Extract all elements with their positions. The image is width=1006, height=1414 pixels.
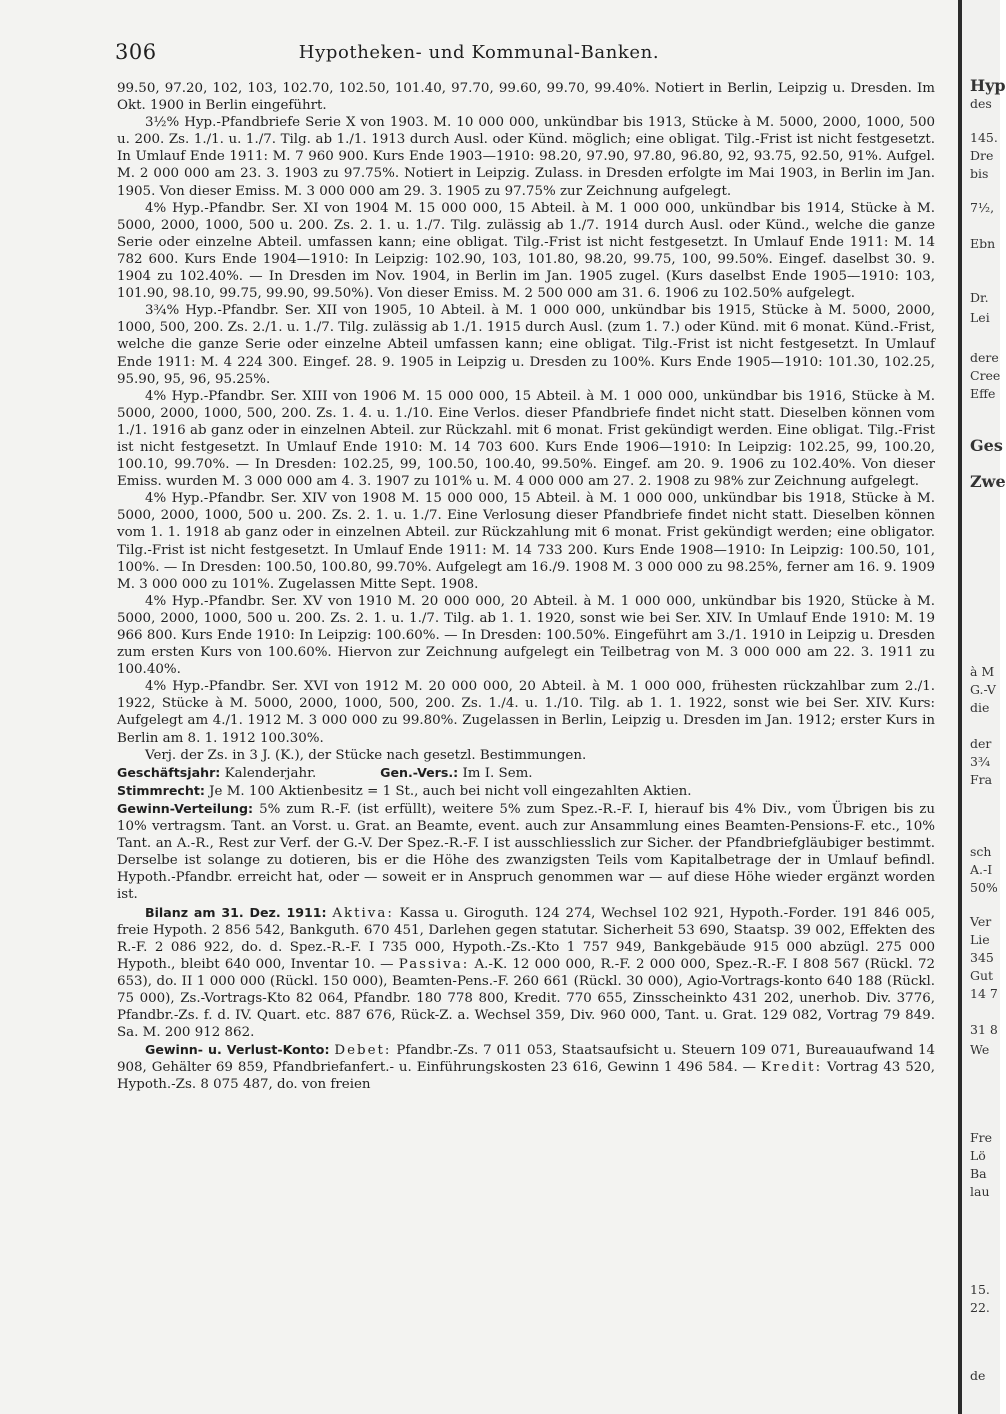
fragment: lau	[970, 1184, 990, 1199]
fragment: Gut	[970, 968, 994, 983]
fragment: der	[970, 736, 992, 751]
label-gen-vers: Gen.-Vers.:	[380, 764, 459, 780]
paragraph-gewinn-verlust	[117, 1041, 935, 1093]
fragment: sch	[970, 844, 992, 859]
fragment: bis	[970, 166, 989, 181]
fragment: 31 8	[970, 1022, 998, 1037]
paragraph-serie-xvi: 4% Hyp.-Pfandbr. Ser. XVI von 1912 M. 20 000 000, 20 Abteil. à M. 1 000 000, frühesten rückzahlbar zum 2./1. 1922, Stücke à M. 5000, 2000, 1000, 500, 200. Zs. 1./4. u. 1./10. Tilg. ab 1. 1. 1922, sonst wie bei Ser. XIV. Kurs: Aufgelegt am 4./1. 1912 M. 3 000 000 zu 99.80%. Zugelassen in Berlin, Leipzig u. Dresden im Jan. 1912; erster Kurs in Berlin am 8. 1. 1912 100.30%.	[117, 679, 935, 746]
fragment: Dr.	[970, 290, 989, 305]
fragment: A.-I	[970, 862, 993, 877]
label-geschaeftsjahr: Geschäftsjahr:	[117, 764, 221, 780]
paragraph-serie-xv: 4% Hyp.-Pfandbr. Ser. XV von 1910 M. 20 000 000, 20 Abteil. à M. 1 000 000, unkündbar bis 1920, Stücke à M. 5000, 2000, 1000, 500 u. 200. Zs. 2. 1. u. 1./7. Tilg. ab 1. 1. 1920, sonst wie bei Ser. XIV. In Umlauf Ende 1910: M. 19 966 800. Kurs Ende 1910: In Leipzig: 100.60%. — In Dresden: 100.50%. Eingeführt am 3./1. 1910 in Leipzig u. Dresden zum ersten Kurs von 100.60%. Hiervon zur Zeichnung aufgelegt ein Teilbetrag von M. 3 000 000 am 22. 3. 1911 zu 100.40%.	[117, 593, 935, 678]
adjacent-page-edge	[962, 0, 1006, 1414]
paragraph-serie-xiii: 4% Hyp.-Pfandbr. Ser. XIII von 1906 M. 15 000 000, 15 Abteil. à M. 1 000 000, unkündbar bis 1916, Stücke à M. 5000, 2000, 1000, 500, 200. Zs. 1. 4. u. 1./10. Eine Verlos. dieser Pfandbriefe findet nicht statt. Dieselben können vom 1./1. 1916 ab ganz oder in einzelnen Abteil. zur Rückzahl. mit 6 monat. Frist gekündigt werden. Eine obligat. Tilg.-Frist ist nicht festgesetzt. In Umlauf Ende 1910: M. 14 703 600. Kurs Ende 1906—1910: In Leipzig: 102.25, 99, 100.20, 100.10, 99.70%. — In Dresden: 102.25, 99, 100.50, 100.40, 99.50%. Eingef. am 20. 9. 1906 zu 102.40%. Von dieser Emiss. wurden M. 3 000 000 am 4. 3. 1907 zu 101% u. M. 4 000 000 am 27. 2. 1908 zu 98% zur Zeichnung aufgelegt.	[117, 388, 935, 490]
fragment: Dre	[970, 148, 994, 163]
paragraph-stimmrecht	[117, 782, 935, 800]
fragment: 50%	[970, 880, 998, 895]
fragment: Fra	[970, 772, 993, 787]
fragment: 145.	[970, 130, 998, 145]
fragment: dere	[970, 350, 999, 365]
page-number: 306	[115, 40, 157, 64]
page-header	[0, 40, 958, 74]
paragraph-verjaehrung: Verj. der Zs. in 3 J. (K.), der Stücke nach gesetzl. Bestimmungen.	[145, 747, 587, 763]
fragment: Zwe	[970, 472, 1006, 491]
fragment: 14 7	[970, 986, 998, 1001]
fragment: 7½,	[970, 200, 995, 215]
text-aktiva: Kassa u. Giroguth. 124 274, Wechsel 102 921, Hypoth.-Forder. 191 846 005, freie Hypoth. 2 856 542, Bankguth. 670 451, Darlehen gegen statutar. Sicherheit 53 690, Staatsp. 39 002, Effekten des R.-F. 2 086 922, do. d. Spez.-R.-F. I 735 000, Hypoth.-Zs.-Kto 1 757 949, Bankgebäude 915 000 abzügl. 275 000 Hypoth., bleibt 640 000, Inventar 10. —	[117, 905, 935, 972]
value-gen-vers: Im I. Sem.	[462, 765, 533, 781]
fragment: des	[970, 96, 992, 111]
text-debet: Pfandbr.-Zs. 7 011 053, Staatsaufsicht u. Steuern 109 071, Bureauaufwand 14 908, Gehälter 69 859, Pfandbriefanfert.- u. Einführungskosten 23 616, Gewinn 1 496 584. —	[117, 1043, 935, 1076]
paragraph-bilanz	[117, 904, 935, 1042]
paragraph-serie-xiv: 4% Hyp.-Pfandbr. Ser. XIV von 1908 M. 15 000 000, 15 Abteil. à M. 1 000 000, unkündbar bis 1918, Stücke à M. 5000, 2000, 1000, 500 u. 200. Zs. 2. 1. u. 1./7. Eine Verlosung dieser Pfandbriefe findet nicht statt. Dieselben können vom 1. 1. 1918 ab ganz oder in einzelnen Abteil. zur Rückzahlung mit 6 monat. Frist gekündigt werden; eine obligator. Tilg.-Frist ist nicht festgesetzt. In Umlauf Ende 1911: M. 14 733 200. Kurs Ende 1908—1910: In Leipzig: 100.50, 101, 100%. — In Dresden: 100.50, 100.80, 99.70%. Aufgelegt am 16./9. 1908 M. 3 000 000 zu 98.25%, ferner am 16. 9. 1909 M. 3 000 000 zu 101%. Zugelassen Mitte Sept. 1908.	[117, 491, 935, 592]
text-gewinn-verteilung: 5% zum R.-F. (ist erfüllt), weitere 5% zum Spez.-R.-F. I, hierauf bis 4% Div., vom Übrigen bis zu 10% vertragsm. Tant. an Vorst. u. Grat. an Beamte, event. auch zur Ansammlung eines Beamten-Pensions-F. etc., 10% Tant. an A.-R., Rest zur Verf. der G.-V. Der Spez.-R.-F. I ist ausschliesslich zur Sicher. der Pfandbriefgläubiger bestimmt. Derselbe ist solange zu dotieren, bis er die Höhe des zwanzigsten Teils vom Kapitalbetrage der in Umlauf befindl. Hypoth.-Pfandbr. erreicht hat, oder — soweit er in Anspruch genommen war — auf diese Höhe wieder ergänzt worden ist.	[117, 801, 935, 903]
label-stimmrecht: Stimmrecht:	[117, 782, 205, 798]
paragraph-kurse: 99.50, 97.20, 102, 103, 102.70, 102.50, 101.40, 97.70, 99.60, 99.70, 99.40%. Notiert in Berlin, Leipzig u. Dresden. Im Okt. 1900 in Berlin eingeführt.	[117, 81, 935, 114]
fragment: 15.	[970, 1282, 990, 1297]
running-title: Hypotheken- und Kommunal-Banken.	[298, 42, 660, 63]
fragment: 345	[970, 950, 994, 965]
fragment: We	[970, 1042, 990, 1057]
fragment: à M	[970, 664, 995, 679]
text-stimmrecht: Je M. 100 Aktienbesitz = 1 St., auch bei nicht voll eingezahlten Aktien.	[209, 783, 692, 799]
label-gewinn-verteilung: Gewinn-Verteilung:	[117, 800, 254, 816]
label-kredit: Kredit:	[761, 1060, 823, 1076]
label-passiva: Passiva:	[398, 956, 470, 972]
fragment: Effe	[970, 386, 996, 401]
fragment: die	[970, 700, 990, 715]
fragment: 3¾	[970, 754, 991, 769]
paragraph-gewinn-verteilung	[117, 800, 935, 904]
fragment: 22.	[970, 1300, 990, 1315]
text-passiva: A.-K. 12 000 000, R.-F. 2 000 000, Spez.-R.-F. I 808 567 (Rückl. 72 653), do. II 1 000 000 (Rückl. 150 000), Beamten-Pens.-F. 260 661 (Rückl. 30 000), Agio-Vortrags-konto 640 188 (Rückl. 75 000), Zs.-Vortrags-Kto 82 064, Pfandbr. 180 778 800, Kredit. 770 655, Zinsscheinkto 431 202, unerhob. Div. 3776, Pfandbr.-Zs. f. d. IV. Quart. etc. 887 676, Rück-Z. a. Wechsel 359, Div. 960 000, Tant. u. Grat. 129 082, Vortrag 79 849. Sa. M. 200 912 862.	[117, 956, 935, 1041]
fragment: Lei	[970, 310, 990, 325]
paragraph-serie-xii: 3¾% Hyp.-Pfandbr. Ser. XII von 1905, 10 Abteil. à M. 1 000 000, unkündbar bis 1915, Stücke à M. 5000, 2000, 1000, 500, 200. Zs. 2./1. u. 1./7. Tilg. zulässig ab 1./1. 1915 durch Ausl. (zum 1. 7.) oder Künd. mit 6 monat. Künd.-Frist, welche die ganze Serie oder einzelne Abteil umfassen kann; eine obligat. Tilg.-Frist ist nicht festgesetzt. In Umlauf Ende 1911: M. 4 224 300. Eingef. 28. 9. 1905 in Leipzig u. Dresden zu 100%. Kurs Ende 1905—1910: 101.30, 102.25, 95.90, 95, 96, 95.25%.	[117, 303, 935, 387]
fragment: Ebn	[970, 236, 996, 251]
label-bilanz: Bilanz am 31. Dez. 1911:	[145, 904, 327, 920]
fragment: Fre	[970, 1130, 993, 1145]
fragment: G.-V	[970, 682, 996, 697]
fragment: Ges	[970, 436, 1003, 455]
fragment: Hyp	[970, 76, 1006, 95]
text-kredit: Vortrag 43 520, Hypoth.-Zs. 8 075 487, do. von freien	[117, 1060, 936, 1093]
label-debet: Debet:	[334, 1043, 392, 1059]
fragment: Lie	[970, 932, 990, 947]
fragment: Ver	[970, 914, 992, 929]
fragment: Cree	[970, 368, 1001, 383]
main-text	[117, 80, 935, 1094]
fragment: Ba	[970, 1166, 987, 1181]
label-gewinn-verlust: Gewinn- u. Verlust-Konto:	[145, 1042, 330, 1058]
paragraph-serie-xi: 4% Hyp.-Pfandbr. Ser. XI von 1904 M. 15 000 000, 15 Abteil. à M. 1 000 000, unkündbar bis 1914, Stücke à M. 5000, 2000, 1000, 500 u. 200. Zs. 2. 1. u. 1./7. Tilg. zulässig ab 1./7. 1914 durch Ausl. oder Künd., welche die ganze Serie oder einzelne Abteil. umfassen kann; eine obligat. Tilg.-Frist ist nicht festgesetzt. In Umlauf Ende 1911: M. 14 782 600. Kurs Ende 1904—1910: In Leipzig: 102.90, 103, 101.80, 98.20, 99.75, 100, 99.50%. Eingef. daselbst 30. 9. 1904 zu 102.40%. — In Dresden im Nov. 1904, in Berlin im Jan. 1905 zugel. (Kurs daselbst Ende 1905—1910: 103, 101.90, 98.10, 99.75, 99.90, 99.50%). Von dieser Emiss. M. 2 500 000 am 31. 6. 1906 zu 102.50% aufgelegt.	[117, 200, 935, 302]
label-aktiva: Aktiva:	[332, 905, 394, 921]
paragraph-geschaeftsjahr	[117, 764, 935, 782]
fragment: Lö	[970, 1148, 986, 1163]
value-geschaeftsjahr: Kalenderjahr.	[224, 765, 317, 781]
fragment: de	[970, 1368, 986, 1383]
paragraph-serie-x: 3½% Hyp.-Pfandbriefe Serie X von 1903. M. 10 000 000, unkündbar bis 1913, Stücke à M. 5000, 2000, 1000, 500 u. 200. Zs. 1./1. u. 1./7. Tilg. ab 1./1. 1913 durch Ausl. oder Künd. möglich; eine obligat. Tilg.-Frist ist nicht festgesetzt. In Umlauf Ende 1911: M. 7 960 900. Kurs Ende 1903—1910: 98.20, 97.90, 97.80, 96.80, 92, 93.75, 92.50, 91%. Aufgel. M. 2 000 000 am 23. 3. 1903 zu 97.75%. Notiert in Leipzig. Zulass. in Dresden erfolgte im Mai 1903, in Berlin im Jan. 1905. Von dieser Emiss. M. 3 000 000 am 29. 3. 1905 zu 97.75% zur Zeichnung aufgelegt.	[117, 115, 935, 199]
